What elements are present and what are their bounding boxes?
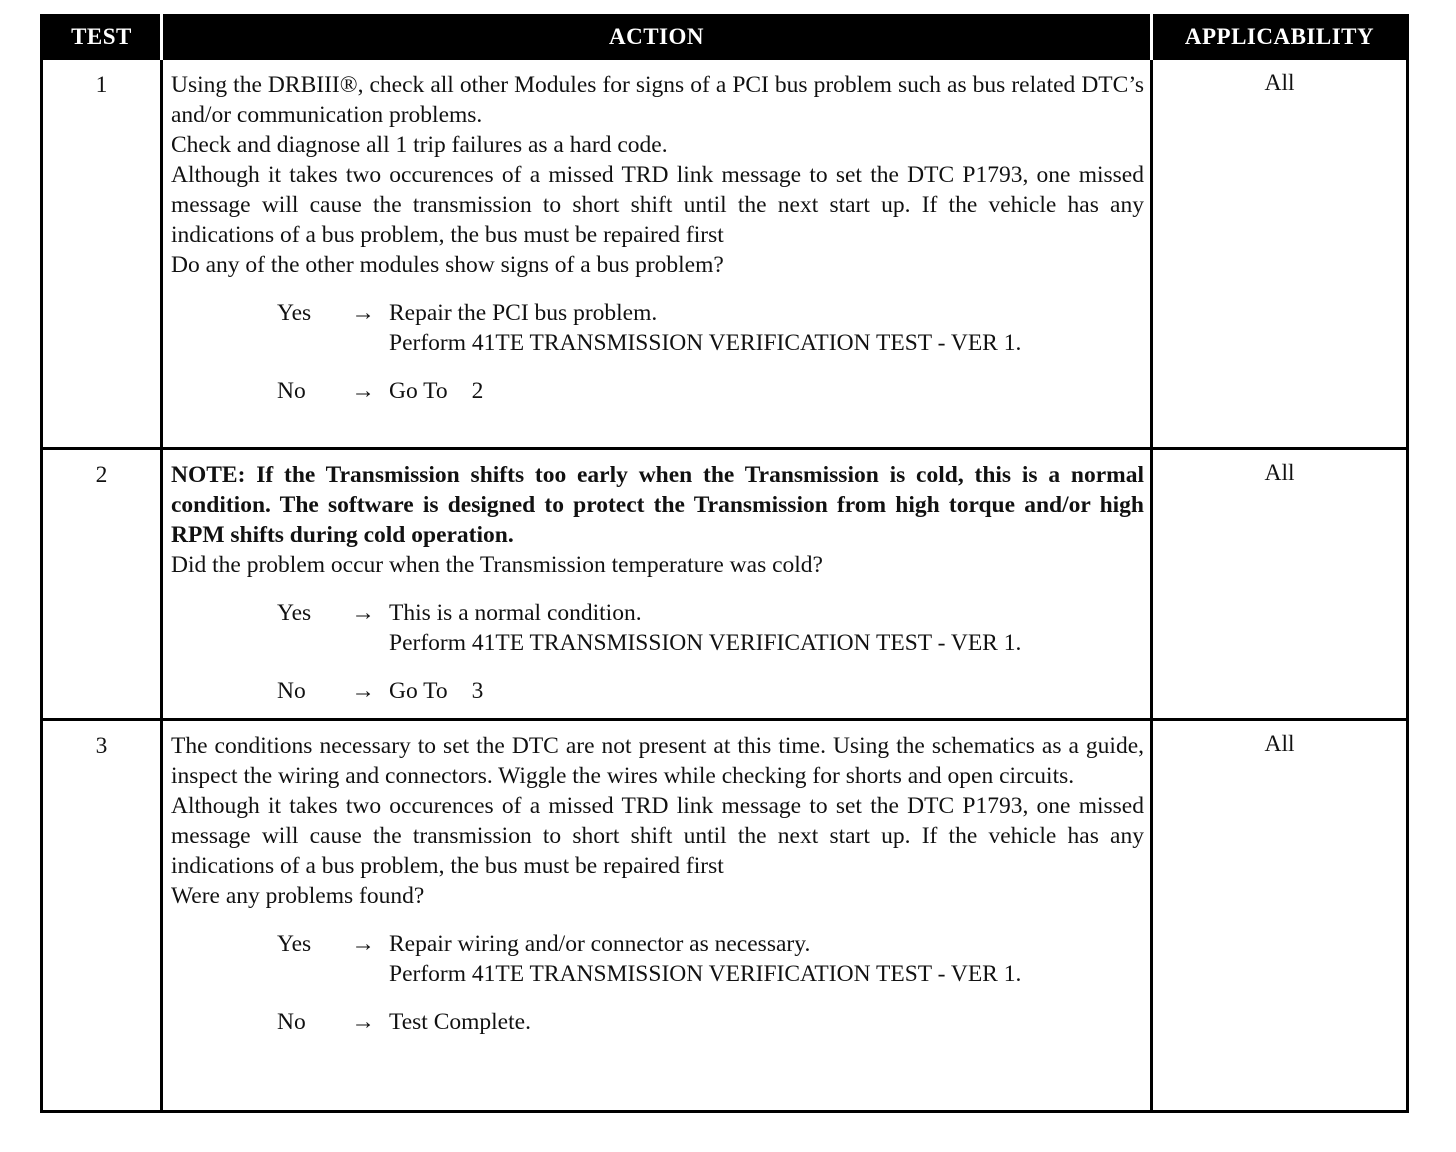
goto-text: Go To: [389, 678, 448, 704]
no-label: No: [277, 378, 306, 404]
action-paragraph: Using the DRBIII®, check all other Modules for signs of a PCI bus problem such as bus related DTC’s and/or communication problems.: [171, 72, 1144, 128]
yes-label: Yes: [277, 300, 312, 326]
yes-label: Yes: [277, 600, 312, 626]
response-block: [171, 298, 1144, 406]
table-header: [42, 16, 1408, 59]
action-paragraph: Although it takes two occurences of a missed TRD link message to set the DTC P1793, one missed message will cause the transmission to short shift until the next start up. If the vehicle has any indications of a bus problem, the bus must be repaired first: [171, 793, 1144, 879]
no-response: [171, 1007, 1144, 1037]
action-cell: [162, 59, 1152, 449]
right-arrow-icon: →: [351, 600, 375, 626]
test-number: 3: [42, 720, 162, 1112]
action-question: Did the problem occur when the Transmission temperature was cold?: [171, 552, 823, 578]
action-cell: [162, 449, 1152, 720]
yes-action: [389, 298, 1144, 358]
goto-number: 3: [471, 678, 484, 704]
right-arrow-icon: →: [351, 378, 375, 404]
yes-action-line: Perform 41TE TRANSMISSION VERIFICATION TEST - VER 1.: [389, 330, 1022, 356]
no-action: [389, 376, 1144, 406]
action-paragraph: Check and diagnose all 1 trip failures as a hard code.: [171, 132, 668, 158]
yes-response: [171, 929, 1144, 989]
right-arrow-icon: →: [351, 678, 375, 704]
test-row-2: [42, 449, 1408, 720]
yes-action-line: Repair wiring and/or connector as necessary.: [389, 931, 811, 957]
yes-label: Yes: [277, 931, 312, 957]
goto-text: Go To: [389, 378, 448, 404]
note-text: NOTE: If the Transmission shifts too early when the Transmission is cold, this is a normal condition. The software is designed to protect the Transmission from high torque and/or high RPM shifts during cold operation.: [171, 462, 1144, 548]
yes-action-line: Perform 41TE TRANSMISSION VERIFICATION TEST - VER 1.: [389, 961, 1022, 987]
diagnostic-test-table: [40, 14, 1409, 1113]
goto-number: 2: [471, 378, 484, 404]
yes-action-line: Perform 41TE TRANSMISSION VERIFICATION TEST - VER 1.: [389, 630, 1022, 656]
yes-action-line: This is a normal condition.: [389, 600, 642, 626]
no-response: [171, 376, 1144, 406]
yes-action: [389, 929, 1144, 989]
applicability-cell: All: [1152, 449, 1408, 720]
action-paragraph: Although it takes two occurences of a missed TRD link message to set the DTC P1793, one missed message will cause the transmission to short shift until the next start up. If the vehicle has any indications of a bus problem, the bus must be repaired first: [171, 162, 1144, 248]
no-label: No: [277, 1009, 306, 1035]
yes-action-line: Repair the PCI bus problem.: [389, 300, 658, 326]
yes-response: [171, 298, 1144, 358]
applicability-cell: All: [1152, 59, 1408, 449]
action-question: Were any problems found?: [171, 883, 425, 909]
action-cell: [162, 720, 1152, 1112]
action-question: Do any of the other modules show signs of a bus problem?: [171, 252, 724, 278]
right-arrow-icon: →: [351, 1009, 375, 1035]
no-action: [389, 1007, 1144, 1037]
right-arrow-icon: →: [351, 931, 375, 957]
header-test: TEST: [42, 16, 162, 59]
no-action-text: Test Complete.: [389, 1009, 531, 1035]
header-applicability: APPLICABILITY: [1152, 16, 1408, 59]
yes-response: [171, 598, 1144, 658]
applicability-cell: All: [1152, 720, 1408, 1112]
no-label: No: [277, 678, 306, 704]
action-paragraph: The conditions necessary to set the DTC are not present at this time. Using the schematics as a guide, inspect the wiring and connectors. Wiggle the wires while checking for shorts and open circuits.: [171, 733, 1144, 789]
test-row-3: [42, 720, 1408, 1112]
header-action: ACTION: [162, 16, 1152, 59]
yes-action: [389, 598, 1144, 658]
no-response: [171, 676, 1144, 706]
test-number: 2: [42, 449, 162, 720]
test-row-1: [42, 59, 1408, 449]
test-number: 1: [42, 59, 162, 449]
header-row: [42, 16, 1408, 59]
no-action: [389, 676, 1144, 706]
response-block: [171, 598, 1144, 706]
response-block: [171, 929, 1144, 1037]
right-arrow-icon: →: [351, 300, 375, 326]
